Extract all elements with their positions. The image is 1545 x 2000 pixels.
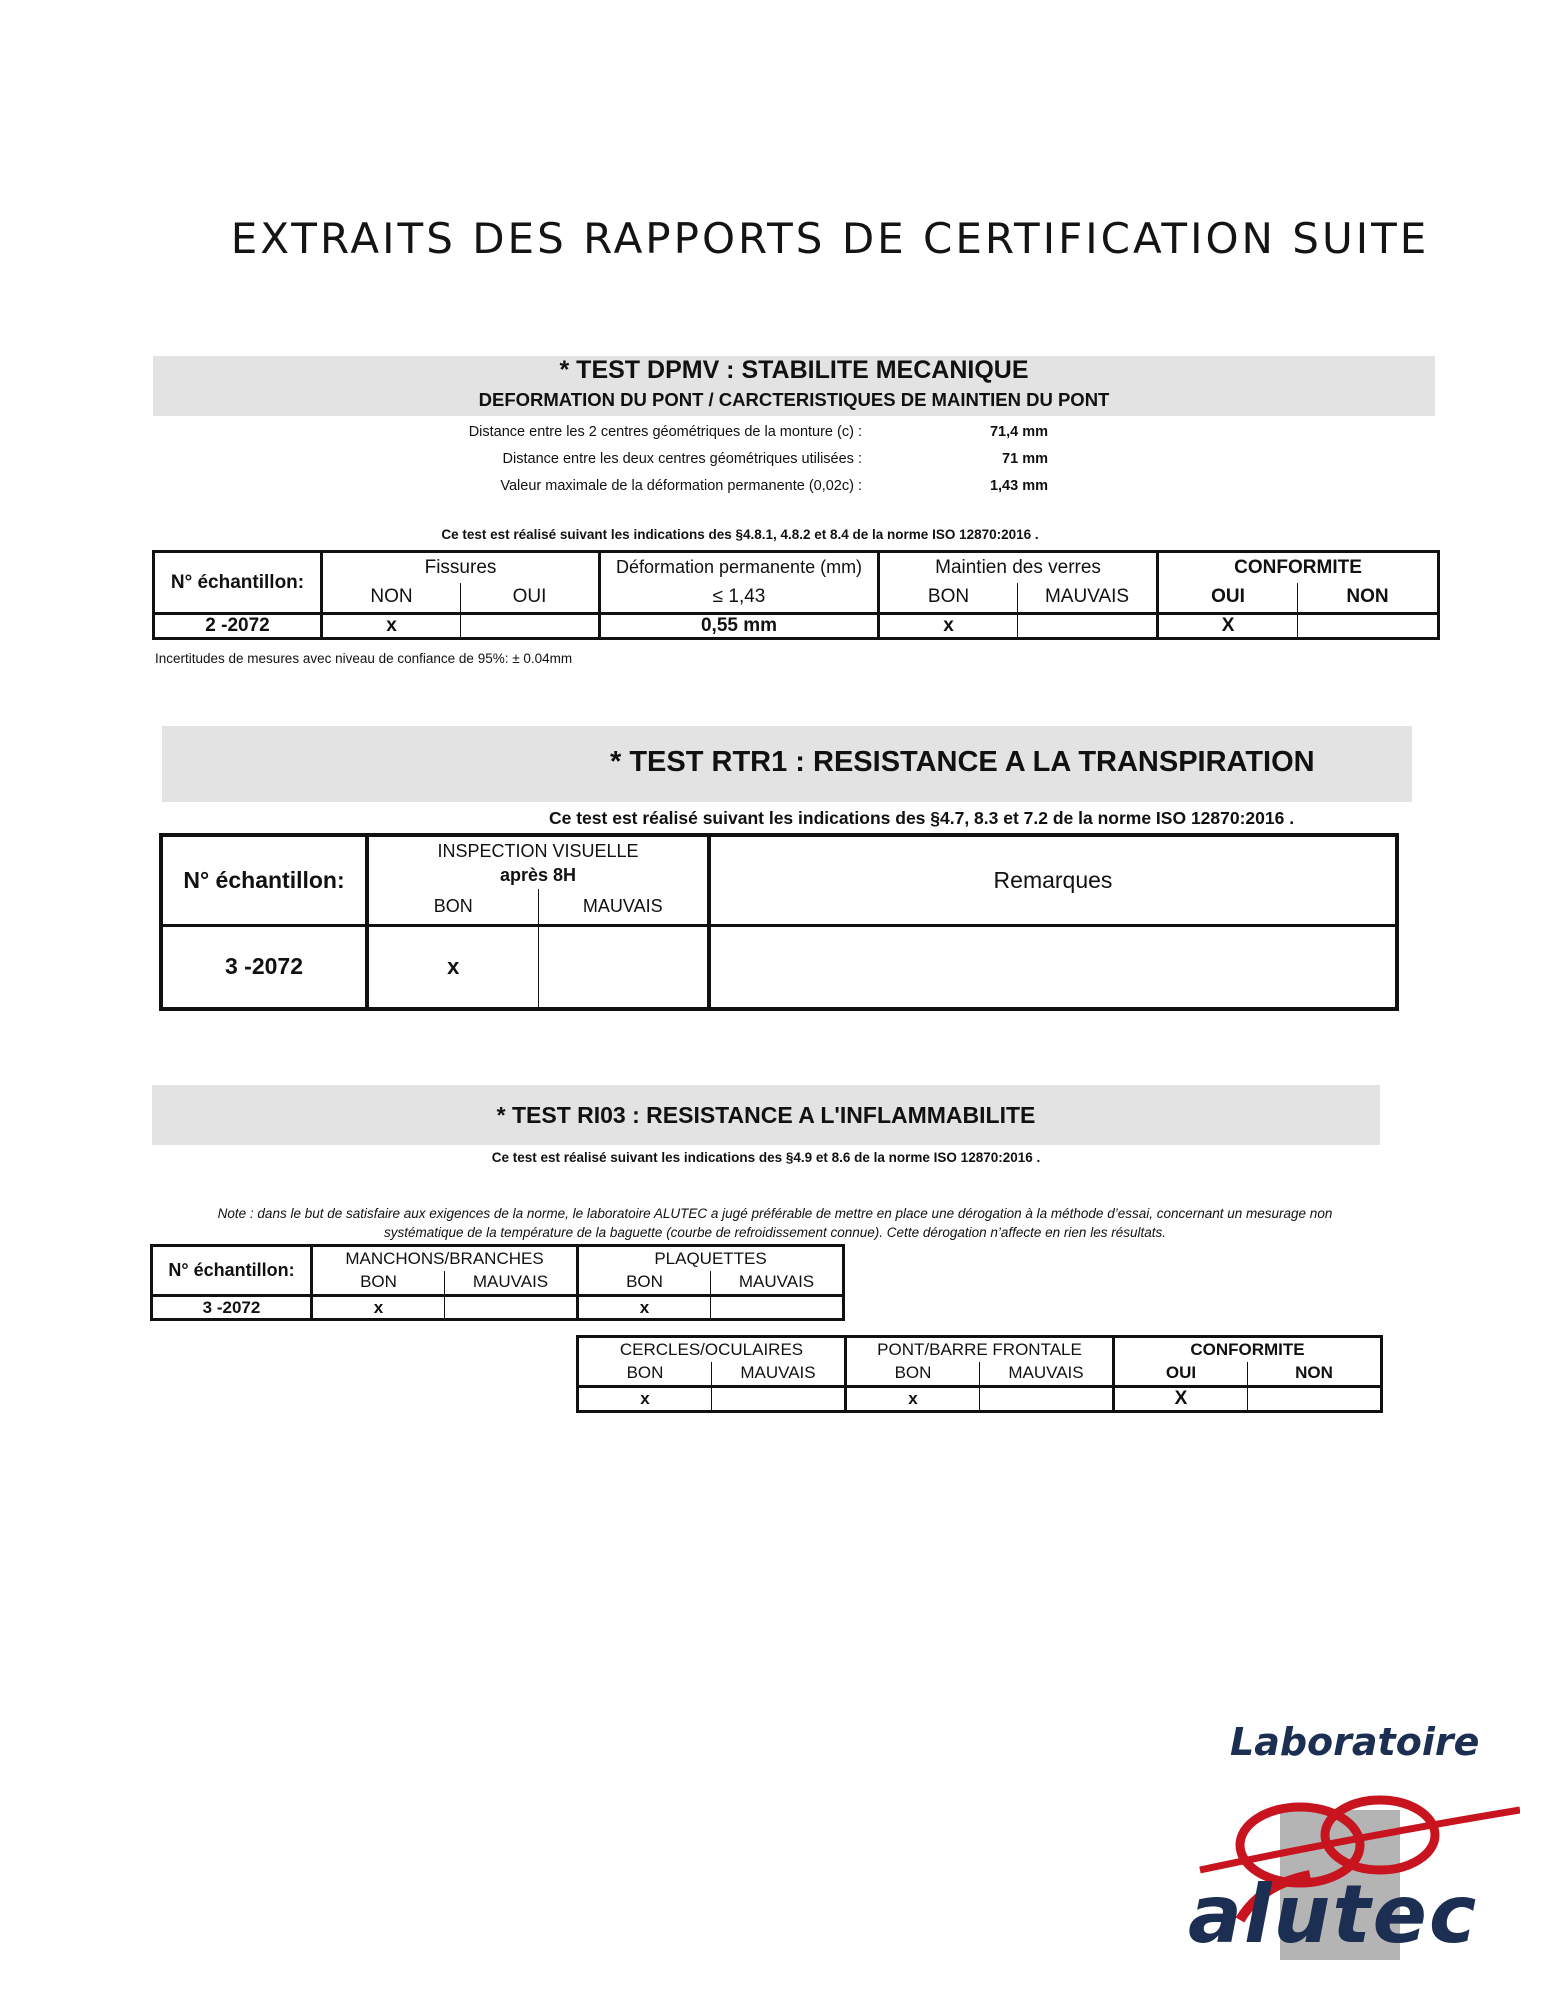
rtr1-remarques-value — [709, 925, 1397, 1009]
manchons-bon-header: BON — [312, 1271, 445, 1296]
cercles-mauvais-header: MAUVAIS — [712, 1362, 846, 1387]
rtr1-sample-header: N° échantillon: — [161, 835, 367, 925]
note-line-1: Note : dans le but de satisfaire aux exigences de la norme, le laboratoire ALUTEC a jugé préférable de mettre en place une dérogation à la méthode d’essai, concernant un mesurage non — [217, 1206, 1333, 1221]
ri03-title: * TEST RI03 : RESISTANCE A L'INFLAMMABILITE — [496, 1102, 1036, 1128]
measure-value: 1,43 mm — [989, 478, 1048, 494]
maintien-bon-value: x — [879, 614, 1018, 639]
deformation-header: Déformation permanente (mm) — [600, 552, 879, 583]
rtr1-mauvais-value — [538, 925, 709, 1009]
ri03-table-a — [150, 1244, 845, 1321]
remarques-header: Remarques — [709, 835, 1397, 925]
ri03-header-band — [152, 1085, 1380, 1145]
conf-oui-value: X — [1158, 614, 1298, 639]
fissures-header: Fissures — [322, 552, 600, 583]
measure-value: 71 mm — [1002, 451, 1048, 467]
plaquettes-bon-header: BON — [578, 1271, 711, 1296]
alutec-logo — [1180, 1720, 1520, 1970]
rtr1-title: * TEST RTR1 : RESISTANCE A LA TRANSPIRATION — [610, 746, 1315, 778]
ri03-conf-non-value — [1248, 1387, 1382, 1412]
ri03-sample-header: N° échantillon: — [152, 1246, 312, 1296]
maintien-mauvais-header: MAUVAIS — [1018, 583, 1158, 614]
cercles-bon-value: x — [578, 1387, 712, 1412]
cercles-mauvais-value — [712, 1387, 846, 1412]
ri03-norm-note: Ce test est réalisé suivant les indications des §4.9 et 8.6 de la norme ISO 12870:2016 . — [491, 1150, 1041, 1165]
dpmv-header-band — [153, 356, 1435, 416]
manchons-bon-value: x — [312, 1296, 445, 1320]
ri03-table-b — [576, 1335, 1383, 1413]
pont-header: PONT/BARRE FRONTALE — [846, 1337, 1114, 1362]
maintien-header: Maintien des verres — [879, 552, 1158, 583]
note-line-2: systématique de la température de la baguette (courbe de refroidissement connue). Cette dérogation n’affecte en rien les résultats. — [384, 1225, 1166, 1240]
logo-laboratoire-text: Laboratoire — [1230, 1720, 1480, 1764]
conf-non-header: NON — [1298, 583, 1439, 614]
inspection-label: INSPECTION VISUELLE — [437, 841, 639, 861]
measure-label: Distance entre les 2 centres géométriques de la monture (c) : — [468, 424, 862, 440]
pont-bon-header: BON — [846, 1362, 980, 1387]
cercles-header: CERCLES/OCULAIRES — [578, 1337, 846, 1362]
conf-oui-header: OUI — [1158, 583, 1298, 614]
rtr1-table — [159, 833, 1399, 1011]
plaquettes-bon-value: x — [578, 1296, 711, 1320]
ri03-derogation-note — [120, 1204, 1430, 1242]
dpmv-norm-note: Ce test est réalisé suivant les indications des §4.8.1, 4.8.2 et 8.4 de la norme ISO 12870:2016 . — [441, 527, 1039, 542]
pont-mauvais-value — [980, 1387, 1114, 1412]
page-title: EXTRAITS DES RAPPORTS DE CERTIFICATION SUITE — [230, 214, 1430, 263]
logo-brand-text: alutec — [1188, 1868, 1479, 1961]
plaquettes-header: PLAQUETTES — [578, 1246, 844, 1271]
dpmv-measures — [300, 419, 1100, 501]
plaquettes-mauvais-header: MAUVAIS — [711, 1271, 844, 1296]
ri03-conformite-header: CONFORMITE — [1114, 1337, 1382, 1362]
ri03-conf-non-header: NON — [1248, 1362, 1382, 1387]
sample-value: 2 -2072 — [154, 614, 322, 639]
measure-label: Distance entre les deux centres géométriques utilisées : — [502, 451, 862, 467]
pont-mauvais-header: MAUVAIS — [980, 1362, 1114, 1387]
rtr1-mauvais-header: MAUVAIS — [538, 889, 709, 925]
conf-non-value — [1298, 614, 1439, 639]
ri03-conf-oui-value: X — [1114, 1387, 1248, 1412]
manchons-mauvais-value — [445, 1296, 578, 1320]
deformation-limit: ≤ 1,43 — [600, 583, 879, 614]
cercles-bon-header: BON — [578, 1362, 712, 1387]
fissures-non-header: NON — [322, 583, 461, 614]
maintien-bon-header: BON — [879, 583, 1018, 614]
plaquettes-mauvais-value — [711, 1296, 844, 1320]
measure-value: 71,4 mm — [989, 424, 1048, 440]
fissures-oui-header: OUI — [461, 583, 600, 614]
rtr1-bon-header: BON — [367, 889, 538, 925]
inspection-duration: après 8H — [499, 865, 577, 885]
ri03-sample-value: 3 -2072 — [152, 1296, 312, 1320]
measure-label: Valeur maximale de la déformation permanente (0,02c) : — [500, 478, 862, 494]
fissures-non-value: x — [322, 614, 461, 639]
conformite-header: CONFORMITE — [1158, 552, 1439, 583]
rtr1-header-band — [162, 726, 1412, 802]
ri03-conf-oui-header: OUI — [1114, 1362, 1248, 1387]
dpmv-uncertainty: Incertitudes de mesures avec niveau de confiance de 95%: ± 0.04mm — [155, 651, 573, 666]
fissures-oui-value — [461, 614, 600, 639]
manchons-mauvais-header: MAUVAIS — [445, 1271, 578, 1296]
deformation-value: 0,55 mm — [600, 614, 879, 639]
rtr1-sample-value: 3 -2072 — [161, 925, 367, 1009]
rtr1-bon-value: x — [367, 925, 538, 1009]
dpmv-subtitle: DEFORMATION DU PONT / CARCTERISTIQUES DE MAINTIEN DU PONT — [478, 389, 1110, 410]
dpmv-table — [152, 550, 1440, 640]
rtr1-norm-note: Ce test est réalisé suivant les indications des §4.7, 8.3 et 7.2 de la norme ISO 12870:2016 . — [549, 808, 1295, 828]
pont-bon-value: x — [846, 1387, 980, 1412]
sample-header: N° échantillon: — [154, 552, 322, 614]
manchons-header: MANCHONS/BRANCHES — [312, 1246, 578, 1271]
dpmv-title: * TEST DPMV : STABILITE MECANIQUE — [559, 356, 1029, 384]
rtr1-inspection-header — [367, 835, 709, 889]
maintien-mauvais-value — [1018, 614, 1158, 639]
